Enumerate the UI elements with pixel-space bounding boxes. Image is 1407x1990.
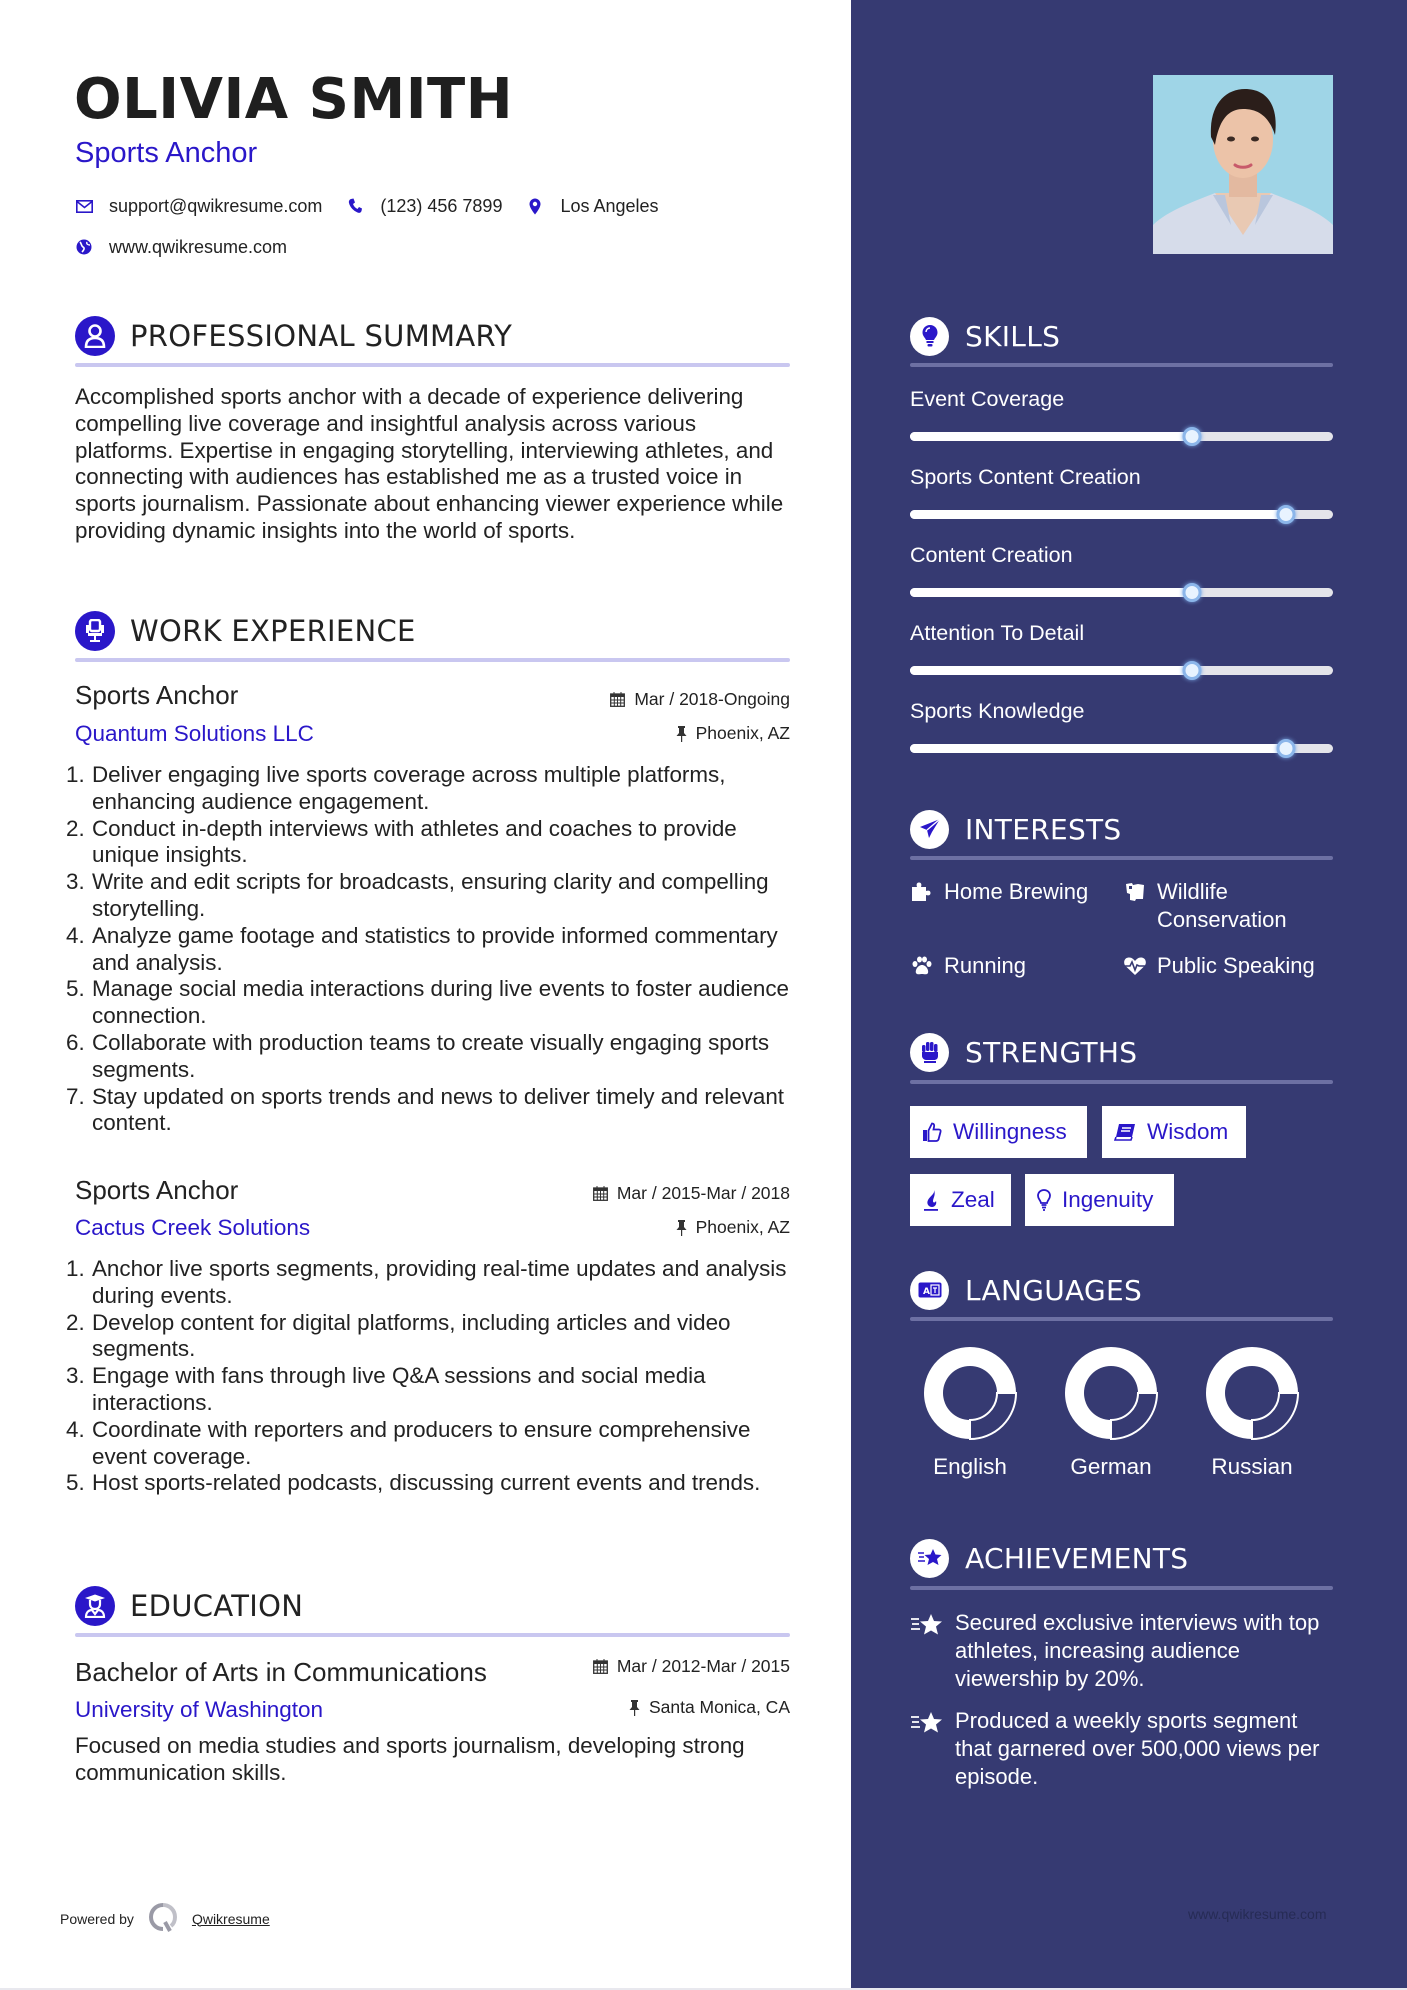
list-item: 2. Conduct in-depth interviews with athletes and coaches to provide unique insights. [66, 815, 737, 868]
interests-divider [910, 856, 1333, 860]
achievement-item [910, 1609, 1340, 1693]
contact-location: Los Angeles [560, 196, 659, 216]
school-name: University of Washington [75, 1697, 324, 1722]
strengths-heading: STRENGTHS [965, 1035, 1138, 1069]
flame-icon [922, 1189, 940, 1211]
language-item [910, 1344, 1030, 1480]
interests-heading: INTERESTS [965, 812, 1122, 846]
contact-email[interactable]: support@qwikresume.com [109, 196, 323, 216]
envelope-icon [75, 197, 93, 215]
summary-section-header [75, 313, 790, 359]
powered-by-label: Powered by [60, 1910, 134, 1927]
strengths-section-header [910, 1030, 1333, 1074]
education-heading: EDUCATION [130, 1589, 304, 1623]
achievements-divider [910, 1586, 1333, 1590]
qwikresume-link[interactable]: Qwikresume [191, 1910, 270, 1927]
thumbs-up-icon [922, 1122, 942, 1142]
education-dates [593, 1658, 790, 1676]
job-dates [610, 691, 790, 709]
list-item: 1. Anchor live sports segments, providing real-time updates and analysis during events. [66, 1256, 787, 1308]
job-title: Sports Anchor [75, 1175, 239, 1205]
list-item: 4. Analyze game footage and statistics to provide informed commentary and analysis. [66, 922, 778, 975]
shooting-star-icon [910, 1707, 944, 1791]
shooting-star-icon [910, 1609, 944, 1693]
qwikresume-logo-icon [148, 1902, 178, 1935]
skill-level-fill [910, 510, 1286, 519]
skill-level-slider [910, 666, 1333, 675]
pushpin-icon [629, 1700, 640, 1716]
skill-level-fill [910, 666, 1192, 675]
skill-level-slider [910, 432, 1333, 441]
map-pin-icon [526, 197, 544, 215]
list-item: 5. Host sports-related podcasts, discussing current events and trends. [66, 1470, 761, 1496]
strength-name: Ingenuity [1062, 1187, 1154, 1212]
paper-plane-icon [910, 810, 949, 849]
language-name: English [933, 1454, 1007, 1479]
language-name: German [1070, 1454, 1152, 1479]
calendar-icon [593, 1186, 608, 1201]
summary-text: Accomplished sports anchor with a decade of experience delivering compelling live coverage and insightful analysis across various platforms. Expertise in engaging storytelling, interviewing athletes, and connecting with audiences has established me as a trusted voice in sports journalism. Passionate about enhancing viewer experience while providing dynamic insights into the world of sports. [75, 384, 784, 543]
pushpin-icon [676, 1220, 687, 1236]
skill-level-knob [1277, 739, 1296, 758]
job-location-text: Phoenix, AZ [695, 723, 790, 743]
skills-section-header [910, 314, 1333, 358]
skill-level-knob [1183, 583, 1202, 602]
skill-level-fill [910, 588, 1192, 597]
summary-divider [75, 363, 790, 367]
list-item: 1. Deliver engaging live sports coverage across multiple platforms, enhancing audience engagement. [66, 762, 726, 814]
strength-chip [910, 1174, 1011, 1226]
heartbeat-icon [1123, 952, 1147, 980]
languages-heading: LANGUAGES [965, 1273, 1143, 1307]
achievement-text: Produced a weekly sports segment that garnered over 500,000 views per episode. [955, 1708, 1320, 1789]
powered-by-footer [60, 1902, 270, 1935]
skill-level-knob [1277, 505, 1296, 524]
education-location [629, 1699, 790, 1717]
achievements-heading: ACHIEVEMENTS [965, 1541, 1189, 1575]
interest-name: Public Speaking [1157, 953, 1315, 978]
skill-name: Attention To Detail [910, 621, 1085, 645]
education-location-text: Santa Monica, CA [648, 1697, 790, 1717]
puzzle-icon [910, 878, 934, 906]
job-responsibilities [66, 762, 796, 1137]
language-ring-remaining [1111, 1393, 1157, 1439]
list-item: 6. Collaborate with production teams to create visually engaging sports segments. [66, 1029, 770, 1082]
language-proficiency-ring [1062, 1344, 1160, 1442]
interests-section-header [910, 807, 1333, 851]
job-title: Sports Anchor [75, 680, 239, 710]
languages-section-header [910, 1268, 1333, 1312]
language-ring-remaining [970, 1393, 1016, 1439]
degree-title: Bachelor of Arts in Communications [75, 1657, 487, 1687]
strength-chip [1025, 1174, 1174, 1226]
languages-divider [910, 1317, 1333, 1321]
skill-level-fill [910, 744, 1286, 753]
skill-level-fill [910, 432, 1192, 441]
language-proficiency-ring [921, 1344, 1019, 1442]
skill-name: Content Creation [910, 543, 1073, 567]
translate-icon [910, 1271, 949, 1310]
language-name: Russian [1211, 1454, 1293, 1479]
education-divider [75, 1633, 790, 1637]
strength-name: Willingness [953, 1119, 1067, 1144]
pushpin-icon [676, 726, 687, 742]
list-item: 5. Manage social media interactions during live events to foster audience connection. [66, 976, 789, 1029]
interest-name: Home Brewing [944, 879, 1089, 904]
contact-phone[interactable]: (123) 456 7899 [380, 196, 503, 216]
achievement-text: Secured exclusive interviews with top athletes, increasing audience viewership by 20%. [955, 1610, 1320, 1691]
education-section-header [75, 1583, 790, 1629]
skill-level-slider [910, 510, 1333, 519]
list-item: 4. Coordinate with reporters and producers to ensure comprehensive event coverage. [66, 1416, 751, 1469]
language-ring-remaining [1252, 1393, 1298, 1439]
interest-item [1123, 878, 1343, 934]
contact-row-web [75, 238, 311, 256]
footer-website[interactable]: www.qwikresume.com [1188, 1906, 1327, 1922]
job-dates-text: Mar / 2018-Ongoing [634, 689, 790, 709]
language-item [1051, 1344, 1171, 1480]
experience-divider [75, 658, 790, 662]
phone-icon [346, 197, 364, 215]
strengths-divider [910, 1080, 1333, 1084]
achievement-item [910, 1707, 1340, 1791]
interest-name: Running [944, 953, 1026, 978]
profile-photo [1153, 75, 1333, 254]
strength-chip [1102, 1106, 1246, 1158]
skill-level-knob [1183, 427, 1202, 446]
interest-item [1123, 952, 1315, 980]
list-item: 7. Stay updated on sports trends and news to deliver timely and relevant content. [66, 1083, 785, 1136]
shooting-star-icon [910, 1539, 949, 1578]
strength-name: Zeal [951, 1187, 995, 1212]
globe-icon [75, 238, 93, 256]
skills-heading: SKILLS [965, 319, 1061, 353]
interest-item [910, 952, 1026, 980]
job-location [676, 725, 790, 743]
interest-name: Wildlife Conservation [1157, 879, 1287, 932]
map-icon [1123, 878, 1147, 906]
job-dates [593, 1185, 790, 1203]
strength-name: Wisdom [1147, 1119, 1229, 1144]
lightbulb-icon [910, 317, 949, 356]
experience-section-header [75, 608, 790, 654]
interest-item [910, 878, 1088, 906]
skill-level-slider [910, 588, 1333, 597]
summary-heading: PROFESSIONAL SUMMARY [130, 319, 513, 353]
job-location-text: Phoenix, AZ [695, 1217, 790, 1237]
experience-heading: WORK EXPERIENCE [130, 614, 416, 648]
list-item: 3. Engage with fans through live Q&A sessions and social media interactions. [66, 1363, 706, 1415]
lightbulb-outline-icon [1037, 1189, 1051, 1211]
skill-level-slider [910, 744, 1333, 753]
achievements-section-header [910, 1536, 1333, 1580]
list-item: 2. Develop content for digital platforms, including articles and video segments. [66, 1309, 731, 1362]
skill-name: Sports Content Creation [910, 465, 1141, 489]
job-location [676, 1219, 790, 1237]
user-icon [75, 316, 115, 356]
strength-chip [910, 1106, 1087, 1158]
contact-row [75, 197, 683, 215]
candidate-name: OLIVIA SMITH [74, 67, 514, 132]
book-icon [1114, 1123, 1136, 1141]
job-responsibilities [66, 1256, 796, 1497]
fist-icon [910, 1033, 949, 1072]
skill-name: Event Coverage [910, 387, 1065, 411]
contact-website[interactable]: www.qwikresume.com [109, 237, 288, 257]
svg-text:A: A [922, 1287, 930, 1297]
education-description: Focused on media studies and sports journalism, developing strong communication skills. [75, 1733, 745, 1785]
job-dates-text: Mar / 2015-Mar / 2018 [616, 1183, 790, 1203]
calendar-icon [593, 1659, 608, 1674]
skill-level-knob [1183, 661, 1202, 680]
skill-name: Sports Knowledge [910, 699, 1085, 723]
job-company: Cactus Creek Solutions [75, 1215, 311, 1240]
calendar-icon [610, 692, 625, 707]
candidate-title: Sports Anchor [75, 137, 258, 169]
job-company: Quantum Solutions LLC [75, 721, 314, 746]
paw-icon [910, 952, 934, 980]
graduate-icon [75, 1586, 115, 1626]
education-dates-text: Mar / 2012-Mar / 2015 [616, 1656, 790, 1676]
chair-icon [75, 611, 115, 651]
skills-divider [910, 363, 1333, 367]
language-proficiency-ring [1203, 1344, 1301, 1442]
list-item: 3. Write and edit scripts for broadcasts, ensuring clarity and compelling storytelling. [66, 869, 769, 921]
language-item [1192, 1344, 1312, 1480]
